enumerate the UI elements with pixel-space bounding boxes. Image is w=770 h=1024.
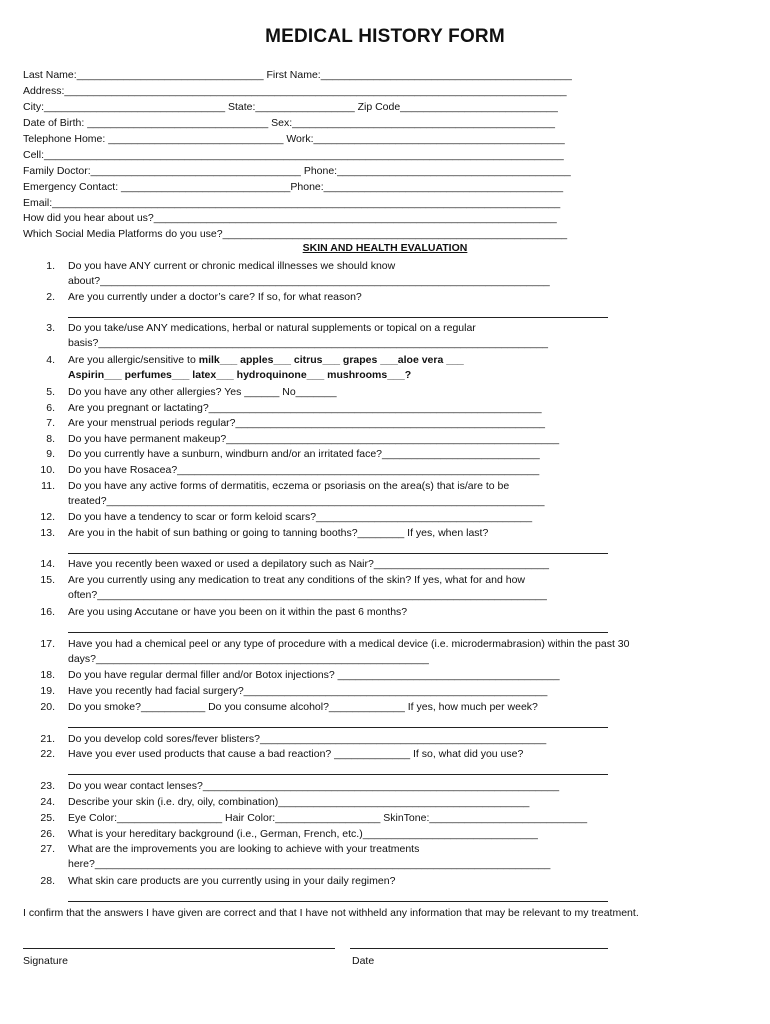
question-8-text[interactable]: Do you have permanent makeup?_________________________________________________________ — [68, 433, 560, 445]
social-media-field[interactable]: Which Social Media Platforms do you use?___________________________________________________________ — [23, 228, 568, 240]
emergency-contact-field[interactable]: Emergency Contact: _____________________________Phone:_________________________________________ — [23, 181, 564, 193]
question-number: 20. — [40, 701, 55, 713]
question-22-answer-line[interactable] — [68, 774, 608, 775]
question-18-text[interactable]: Do you have regular dermal filler and/or Botox injections? ______________________________________ — [68, 669, 560, 681]
question-number: 28. — [40, 875, 55, 887]
city-state-zip-field[interactable]: City:_______________________________ State:_________________ Zip Code___________________________ — [23, 101, 558, 113]
question-23-text[interactable]: Do you wear contact lenses?_____________________________________________________________ — [68, 780, 560, 792]
question-7-text[interactable]: Are your menstrual periods regular?_____________________________________________________ — [68, 417, 545, 429]
question-26-text[interactable]: What is your hereditary background (i.e., German, French, etc.)______________________________ — [68, 828, 538, 840]
form-title: MEDICAL HISTORY FORM — [265, 26, 505, 47]
question-number: 5. — [46, 386, 55, 398]
question-24-text[interactable]: Describe your skin (i.e. dry, oily, combination)___________________________________________ — [68, 796, 530, 808]
question-number: 24. — [40, 796, 55, 808]
cell-field[interactable]: Cell:_________________________________________________________________________________________ — [23, 149, 564, 161]
address-field[interactable]: Address:______________________________________________________________________________________ — [23, 85, 567, 97]
question-number: 14. — [40, 558, 55, 570]
question-number: 4. — [46, 354, 55, 366]
signature-label: Signature — [23, 955, 68, 967]
question-number: 8. — [46, 433, 55, 445]
referral-source-field[interactable]: How did you hear about us?_____________________________________________________________________ — [23, 212, 557, 224]
question-number: 22. — [40, 748, 55, 760]
question-27-answer[interactable]: here?______________________________________________________________________________ — [68, 858, 551, 870]
question-number: 2. — [46, 291, 55, 303]
question-number: 25. — [40, 812, 55, 824]
last-first-name-field[interactable]: Last Name:________________________________ First Name:___________________________________________ — [23, 69, 572, 81]
question-11-text: Do you have any active forms of dermatitis, eczema or psoriasis on the area(s) that is/are to be — [68, 480, 510, 492]
question-number: 15. — [40, 574, 55, 586]
question-2-answer-line[interactable] — [68, 317, 608, 318]
dob-sex-field[interactable]: Date of Birth: _______________________________ Sex:_____________________________________________ — [23, 117, 555, 129]
question-21-text[interactable]: Do you develop cold sores/fever blisters?_________________________________________________ — [68, 733, 547, 745]
question-15-text: Are you currently using any medication to treat any conditions of the skin? If yes, what for and how — [68, 574, 525, 586]
question-19-text[interactable]: Have you recently had facial surgery?____________________________________________________ — [68, 685, 548, 697]
question-15-answer[interactable]: often?_____________________________________________________________________________ — [68, 589, 547, 601]
family-doctor-field[interactable]: Family Doctor:____________________________________ Phone:________________________________________ — [23, 165, 571, 177]
question-number: 17. — [40, 638, 55, 650]
question-1-answer[interactable]: about?_____________________________________________________________________________ — [68, 275, 550, 287]
question-14-text[interactable]: Have you recently been waxed or used a depilatory such as Nair?______________________________ — [68, 558, 550, 570]
question-number: 26. — [40, 828, 55, 840]
question-13-answer-line[interactable] — [68, 553, 608, 554]
telephone-work-field[interactable]: Telephone Home: ______________________________ Work:___________________________________________ — [23, 133, 565, 145]
question-number: 6. — [46, 402, 55, 414]
question-number: 9. — [46, 448, 55, 460]
question-6-text[interactable]: Are you pregnant or lactating?_________________________________________________________ — [68, 402, 542, 414]
question-number: 21. — [40, 733, 55, 745]
allergy-options-line2[interactable]: Aspirin___ perfumes___ latex___ hydroquinone___ mushrooms___? — [68, 369, 412, 381]
question-number: 12. — [40, 511, 55, 523]
question-25-text[interactable]: Eye Color:__________________ Hair Color:__________________ SkinTone:___________________________ — [68, 812, 588, 824]
question-number: 3. — [46, 322, 55, 334]
question-9-text[interactable]: Do you currently have a sunburn, windburn and/or an irritated face?___________________________ — [68, 448, 540, 460]
question-20-answer-line[interactable] — [68, 727, 608, 728]
question-4-text-line2[interactable] — [68, 368, 411, 383]
question-28-answer-line[interactable] — [68, 901, 608, 902]
question-number: 18. — [40, 669, 55, 681]
question-11-answer[interactable]: treated?___________________________________________________________________________ — [68, 495, 545, 507]
question-number: 23. — [40, 780, 55, 792]
question-2-text: Are you currently under a doctor’s care? If so, for what reason? — [68, 291, 362, 303]
question-17-text: Have you had a chemical peel or any type of procedure with a medical device (i.e. microdermabrasion) within the past 30 — [68, 638, 630, 650]
confirmation-statement: I confirm that the answers I have given are correct and that I have not withheld any information that may be relevant to my treatment. — [23, 907, 639, 919]
allergy-options-line1[interactable]: milk___ apples___ citrus___ grapes ___aloe vera ___ — [198, 354, 464, 366]
date-label: Date — [352, 955, 375, 967]
question-number: 13. — [40, 527, 55, 539]
question-number: 16. — [40, 606, 55, 618]
question-5-text[interactable]: Do you have any other allergies? Yes ______ No_______ — [68, 386, 337, 398]
question-number: 11. — [41, 480, 55, 492]
question-10-text[interactable]: Do you have Rosacea?______________________________________________________________ — [68, 464, 540, 476]
date-line[interactable] — [350, 948, 608, 949]
question-16-answer-line[interactable] — [68, 632, 608, 633]
question-number: 19. — [40, 685, 55, 697]
question-17-answer[interactable]: days?_________________________________________________________ — [68, 653, 429, 665]
question-12-text[interactable]: Do you have a tendency to scar or form keloid scars?_____________________________________ — [68, 511, 533, 523]
question-3-answer[interactable]: basis?_____________________________________________________________________________ — [68, 337, 549, 349]
email-field[interactable]: Email:_______________________________________________________________________________________ — [23, 197, 561, 209]
question-number: 1. — [46, 260, 55, 272]
question-number: 27. — [40, 843, 55, 855]
question-3-text: Do you take/use ANY medications, herbal or natural supplements or topical on a regular — [68, 322, 476, 334]
question-27-text: What are the improvements you are looking to achieve with your treatments — [68, 843, 420, 855]
question-4-text[interactable] — [68, 353, 464, 368]
question-1-text: Do you have ANY current or chronic medical illnesses we should know — [68, 260, 396, 272]
question-28-text: What skin care products are you currently using in your daily regimen? — [68, 875, 396, 887]
allergy-prefix: Are you allergic/sensitive to — [68, 354, 199, 366]
question-22-text[interactable]: Have you ever used products that cause a bad reaction? _____________ If so, what did you use? — [68, 748, 524, 760]
signature-line[interactable] — [23, 948, 335, 949]
question-16-text: Are you using Accutane or have you been on it within the past 6 months? — [68, 606, 408, 618]
section-title: SKIN AND HEALTH EVALUATION — [302, 242, 468, 254]
question-number: 10. — [40, 464, 55, 476]
question-number: 7. — [46, 417, 55, 429]
question-20-text[interactable]: Do you smoke?___________ Do you consume alcohol?_____________ If yes, how much per week? — [68, 701, 538, 713]
question-13-text[interactable]: Are you in the habit of sun bathing or going to tanning booths?________ If yes, when last? — [68, 527, 489, 539]
